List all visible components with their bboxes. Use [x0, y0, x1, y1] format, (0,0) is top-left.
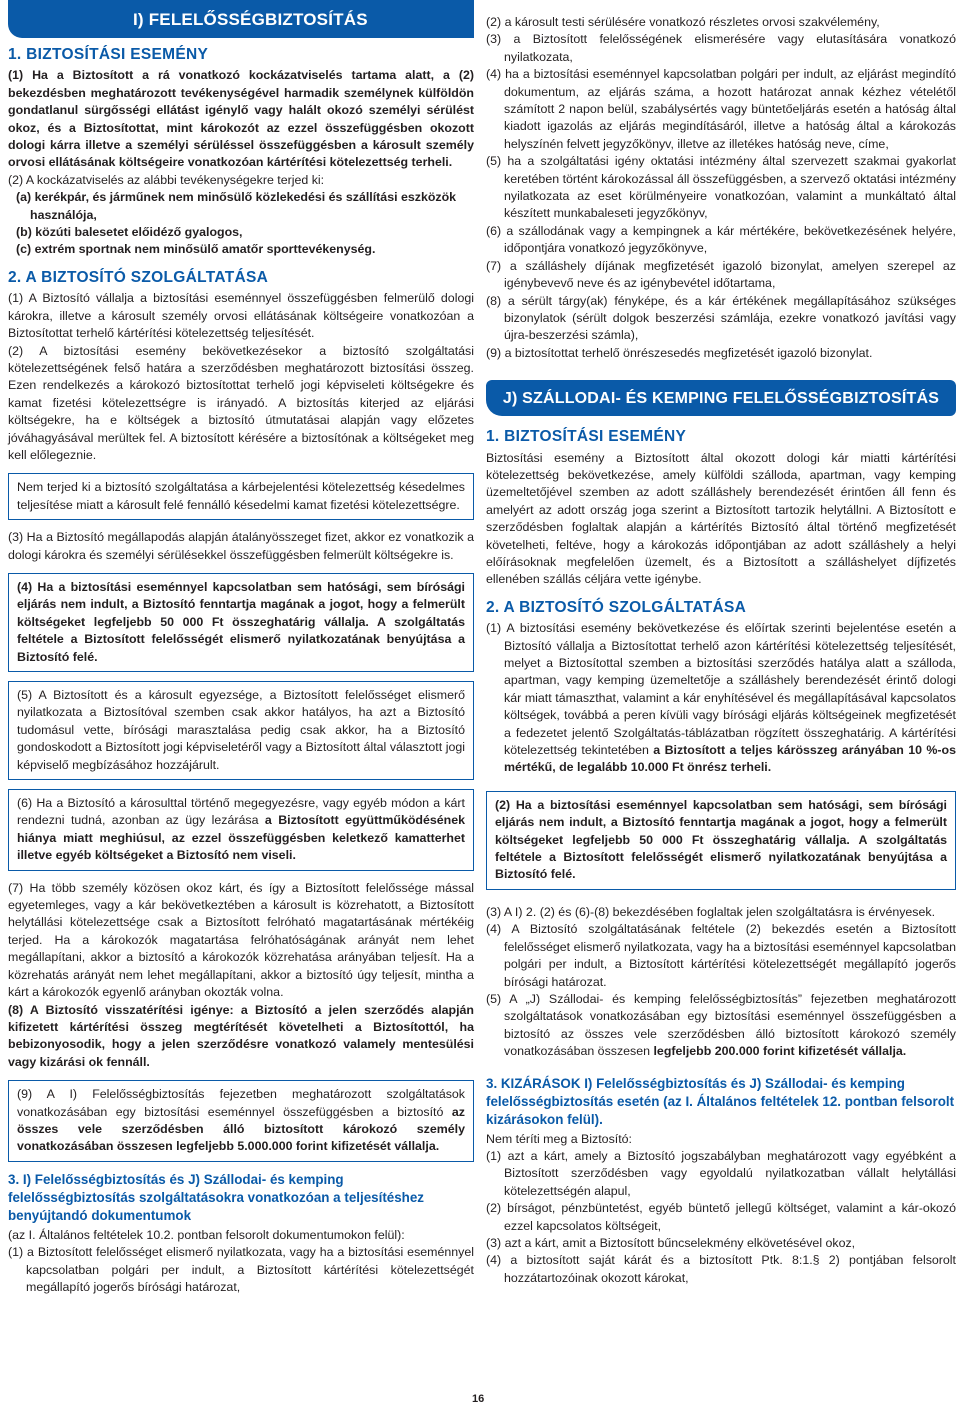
- section-header-j: J) SZÁLLODAI- ÉS KEMPING FELELŐSSÉGBIZTOSÍTÁS: [486, 380, 956, 416]
- doc-item-5: (5) ha a szolgáltatási igény oktatási intézmény által szervezett szakmai gyakorlat keretében történt károkozással áll összefüggésben, a szervező oktatási intézmény nyilatkozata az eset körülményeire vonatkozóan, valamint a munkáltató által készített munkabaleseti jegyzőkönyv,: [486, 154, 956, 221]
- paragraph-j2-5: [486, 991, 956, 1061]
- box4-bold-text: a Biztosított együttműködésének hiánya miatt meghiúsul, az ezzel összefüggésben keletkező kamatterhet illetve egyéb költségeket a Biztosító nem viseli.: [17, 813, 465, 863]
- doc-item-8: (8) a sérült tárgy(ak) fényképe, és a kár értékének megállapításához szükséges bizonylatok (sérült dolgok beszerzési számlája, ezekre vonatkozó javítási vagy újra-beszerzési számla),: [486, 293, 956, 343]
- paragraph-s2-2: (2) A biztosítási esemény bekövetkezésekor a biztosító szolgáltatási kötelezettségének felső határa a szerződésben meghatározott biztosítási összeg. Ezen rendelkezés a károkozó biztosítottat terhelő jogi képviseleti költségekre és kamat fizetési kötelezettségre is irányadó. A biztosítás kiterjed az eljárási költségekre, ha e költségek a biztosító útmutatásai alapján vagy előzetes jóváhagyásával merültek fel. A biztosított kérésére a biztosítónak a költségeket meg kell előlegeznie.: [8, 343, 474, 462]
- paragraph-s1-2: (2) A kockázatviselés az alábbi tevékenységekre terjed ki:: [8, 172, 325, 187]
- box5-text: (9) A I) Felelősségbiztosítás fejezetben meghatározott szolgáltatások vonatkozásában egy biztosítási eseménnyel összefüggésben a biztosító: [17, 1087, 465, 1119]
- paragraph-s2-1: (1) A Biztosító vállalja a biztosítási eseménnyel összefüggésben felmerülő dologi károkra, illetve a károsult személy orvosi ellátásának költségeire vonatkozóan a Biztosítottat terhelő kártérítési kötelezettség teljesítését.: [8, 291, 474, 341]
- paragraph-s2-7: (7) Ha több személy közösen okoz kárt, és így a Biztosított felelőssége mással egyetemleges, vagy a kár bekövetkeztében a károsult is közrehatott, a Biztosított helytállási kötelezettsége csak a Biztosított felróható magatartásának mértékéig terjed. Ha a károkozók magatartása felróhatóságának arányát nem lehet megállapítani, akkor a biztosító a károkozók közrehatása arányában teljesít. Ha a közrehatás arányát nem lehet megállapítani, akkor a biztosító úgy teljesít, mintha a kárt a károkozók egyenlő arányban okozták volna.: [8, 880, 474, 1000]
- paragraph-j3-0: Nem téríti meg a Biztosító:: [486, 1131, 632, 1146]
- page-number: 16: [472, 1393, 485, 1405]
- exclusion-item-2: (2) bírságot, pénzbüntetést, egyéb büntető jellegű költséget, valamint a kár-okozó ezzel kapcsolatos költségeit,: [486, 1201, 956, 1233]
- notice-box-j-50000: (2) Ha a biztosítási eseménnyel kapcsolatban sem hatósági, sem bírósági eljárás nem indult, a Biztosító fenntartja magának a jogot, hogy a felmerült költségeket legfeljebb 50 000 Ft összeghatárig vállalja. A szolgáltatás feltétele a Biztosított felelősségét elismerő nyilatkozatának benyújtása a Biztosító felé.: [486, 791, 956, 890]
- j2-1-text: (1) A biztosítási esemény bekövetkezése és előírtak szerinti bejelentése esetén a Biztosító vállalja a Biztosítottat terhelő azon kártérítési kötelezettség teljesítését, melyet a Biztosítottal szemben a biztosítási szerződés hatálya alatt a szálloda, apartman, vagy kemping üzemeltetője a szálláshely berendezését érintő dologi kár miatt támaszthat, valamint a kár enyhítésével és megállapításával kapcsolatos költségek, továbbá a peren kívüli vagy bírósági eljárás költségeinek megfizetését a fedezetet jelentő Szolgáltatás-táblázatban rögzített összeghatárig. A kártérítési kötelezettség tekintetében: [486, 621, 956, 758]
- list-item-b: (b) közúti balesetet előidéző gyalogos,: [16, 225, 243, 240]
- j2-5-bold-text: legfeljebb 200.000 forint kifizetését vállalja.: [653, 1044, 907, 1059]
- paragraph-j2-4: (4) A Biztosító szolgáltatásának feltétele (2) bekezdés esetén a Biztosított felelősséget elismerő nyilatkozata, vagy ha a biztosítási eseménnyel kapcsolatban polgári per indult, a Biztosított kártérítési kötelezettségét megállapító jogerős bírósági határozat.: [486, 922, 956, 989]
- heading-biztositasi-esemeny: 1. BIZTOSÍTÁSI ESEMÉNY: [8, 46, 209, 63]
- heading-dokumentumok: 3. I) Felelősségbiztosítás és J) Szállodai- és kemping felelősségbiztosítás szolgáltatásokra vonatkozóan a teljesítéshez benyújtandó dokumentumok: [8, 1171, 424, 1223]
- heading-kizarasok: 3. KIZÁRÁSOK I) Felelősségbiztosítás és J) Szállodai- és kemping felelősségbiztosítás esetén (az I. Általános feltételek 12. pontban felsorolt kizárásokon felül).: [486, 1075, 955, 1127]
- heading-j-biztositasi-esemeny: 1. BIZTOSÍTÁSI ESEMÉNY: [486, 428, 687, 446]
- exclusion-item-1: (1) azt a kárt, amely a Biztosító jogszabályban meghatározott vagy egyébként a Biztosított szerződésben vagy egyoldalú nyilatkozatban vállalt helytállási kötelezettségén alapul,: [486, 1148, 956, 1198]
- notice-box-egyuttmukodes: [8, 789, 474, 871]
- exclusion-item-4: (4) a biztosított saját kárát és a biztosított Ptk. 8:1.§ 2) pontjában felsorolt hozzátartozóinak okozott károkat,: [486, 1253, 956, 1285]
- list-item-a: (a) kerékpár, és járműnek nem minősülő közlekedési és szállítási eszközök használója,: [16, 190, 457, 222]
- list-item-c: (c) extrém sportnak nem minősülő amatőr sporttevékenység.: [16, 242, 376, 257]
- notice-box-50000: (4) Ha a biztosítási eseménnyel kapcsolatban sem hatósági, sem bírósági eljárás nem indult, a Biztosító fenntartja magának a jogot, hogy a felmerült költségeket legfeljebb 50 000 Ft összeghatárig vállalja. A szolgáltatás feltétele a Biztosított felelősségét elismerő nyilatkozatának benyújtása a Biztosító felé.: [8, 573, 474, 672]
- doc-item-9: (9) a biztosítottat terhelő önrészesedés megfizetését igazoló bizonylat.: [486, 345, 873, 360]
- paragraph-s2-8: (8) A Biztosító visszatérítési igénye: a Biztosító a jelen szerződés alapján kifizetett kártérítési összeg megtérítését követelheti a Biztosítottól, ha bebizonyosodik, hogy a jelen szerződésre vonatkozó valamely mentesülési vagy kizárási ok fennáll.: [8, 1002, 474, 1069]
- doc-item-3: (3) a Biztosított felelősségének elismerésére vagy elutasítására vonatkozó nyilatkozata,: [486, 32, 956, 64]
- notice-box-kesedelmi-kamat: Nem terjed ki a biztosító szolgáltatása a kárbejelentési kötelezettség késedelmes teljesítése miatt a károsult felé fennálló késedelmi kamat fizetési kötelezettségre.: [8, 473, 474, 520]
- paragraph-s3-1: (1) a Biztosított felelősséget elismerő nyilatkozata, vagy ha a biztosítási eseménnyel kapcsolatban polgári per indult, a Biztosított kártérítési kötelezettségét megállapító jogerős bírósági határozat,: [8, 1245, 474, 1294]
- paragraph-s1-1: (1) Ha a Biztosított a rá vonatkozó kockázatviselés tartama alatt, a (2) bekezdésben meghatározott tevékenységével harmadik személynek külföldön gondatlanul sürgősségi ellátást igénylő vagy halált okozó személyi sérülést okoz, és a Biztosítottat, mint károkozót az ezzel összefüggésben okozott dologi kárra illetve a személyi sérüléssel összefüggésben a károsult személy orvosi ellátásának költségeire vonatkozóan kártérítési kötelezettség terheli.: [8, 68, 474, 170]
- j2-5-text: (5) A „J) Szállodai- és kemping felelősségbiztosítás” fejezetben meghatározott szolgáltatások vonatkozásában egy biztosítási eseménnyel összefüggésben a biztosító az összes vele szerződésben álló biztosított károkozó személy vonatkozásában összesen: [486, 991, 956, 1059]
- heading-biztosito-szolgaltatasa: 2. A BIZTOSÍTÓ SZOLGÁLTATÁSA: [8, 268, 269, 286]
- doc-item-7: (7) a szálláshely díjának megfizetését igazoló bizonylat, amelyen szerepel az igénybevevő neve és az igénybevétel időtartama,: [486, 258, 956, 291]
- doc-item-2: (2) a károsult testi sérülésére vonatkozó részletes orvosi szakvélemény,: [486, 15, 880, 29]
- exclusion-item-3: (3) azt a kárt, amit a Biztosított bűncselekmény elkövetésével okoz,: [486, 1235, 856, 1250]
- notice-box-5000000: [8, 1080, 474, 1162]
- paragraph-s2-3: (3) Ha a Biztosító megállapodás alapján átalányösszeget fizet, akkor ez vonatkozik a dologi károkra és személyi sérülésekkel összefüggésben felmerült költségekre is.: [8, 530, 474, 562]
- paragraph-j2-3: (3) A I) 2. (2) és (6)-(8) bekezdésében foglaltak jelen szolgáltatásra is érvényesek.: [486, 904, 936, 919]
- paragraph-j2-1: [486, 620, 956, 777]
- section-header-i: I) FELELŐSSÉGBIZTOSÍTÁS: [8, 0, 474, 38]
- notice-box-egyezseg: (5) A Biztosított és a károsult egyezsége, a Biztosított felelősséget elismerő nyilatkozata a Biztosítóval szemben csak akkor hatályos, ha azt a Biztosító tudomásul vette, bírósági marasztalása pedig csak akkor, ha a Biztosító gondoskodott a Biztosított jogi képviseletéről vagy a Biztosított által választott jogi képviselő megbízásához hozzájárult.: [8, 681, 474, 780]
- paragraph-s3-0: (az I. Általános feltételek 10.2. pontban felsorolt dokumentumokon felül):: [8, 1227, 405, 1242]
- box5-bold-text: az összes vele szerződésben álló biztosított károkozó személy vonatkozásában összesen legfeljebb 5.000.000 forint kifizetését vállalja.: [17, 1104, 465, 1154]
- heading-j-biztosito-szolgaltatasa: 2. A BIZTOSÍTÓ SZOLGÁLTATÁSA: [486, 598, 747, 616]
- right-column: [486, 14, 956, 1287]
- j2-1-bold-text: a Biztosított a teljes kárösszeg arányában 10 %-os mértékű, de legalább 10.000 Ft önrész terheli.: [504, 743, 956, 775]
- doc-item-4: (4) ha a biztosítási eseménnyel kapcsolatban polgári per indult, az eljárást megindító dokumentum, az eljárás száma, a hozott határozat annak kézhez vételétől számított 2 napon belül, szabálysértés vagy büntetőeljárás esetén a hatóság által kiadott igazolás az eljárás megindításáról, illetve a hatóság által a károkozás helyszínén felvett jegyzőkönyv, illetve az illetékes hatóság neve, címe,: [486, 67, 956, 151]
- doc-item-6: (6) a szállodának vagy a kempingnek a kár mértékére, bekövetkezésének helyére, időpontjára vonatkozó jegyzőkönyve,: [486, 223, 956, 256]
- left-column: [8, 0, 474, 1296]
- paragraph-j1: Biztosítási esemény a Biztosított által okozott dologi kár miatti kártérítési kötelezettség bekövetkezése, amely külföldi szálloda, apartman, vagy kemping üzemeltetőjével szemben az adott szálláshely berendezését érintően áll fenn és amelyért az adott ország joga szerint a Biztosított tartozik helytállni. A Biztosított e szerződésben foglaltak alapján a kártérítés Biztosító által történő megfizetését követelheti, feltéve, hogy a károkozás időpontjában az adott szálláshely a helyi előírásoknak megfelelően üzemelt, és a Biztosított a szálláshelyet díjfizetés ellenében szállás céljára vette igénybe.: [486, 450, 956, 587]
- box4-text: (6) Ha a Biztosító a károsulttal történő megegyezésre, vagy egyéb módon a kárt rendezni tudná, azonban az ügy lezárása: [17, 796, 465, 828]
